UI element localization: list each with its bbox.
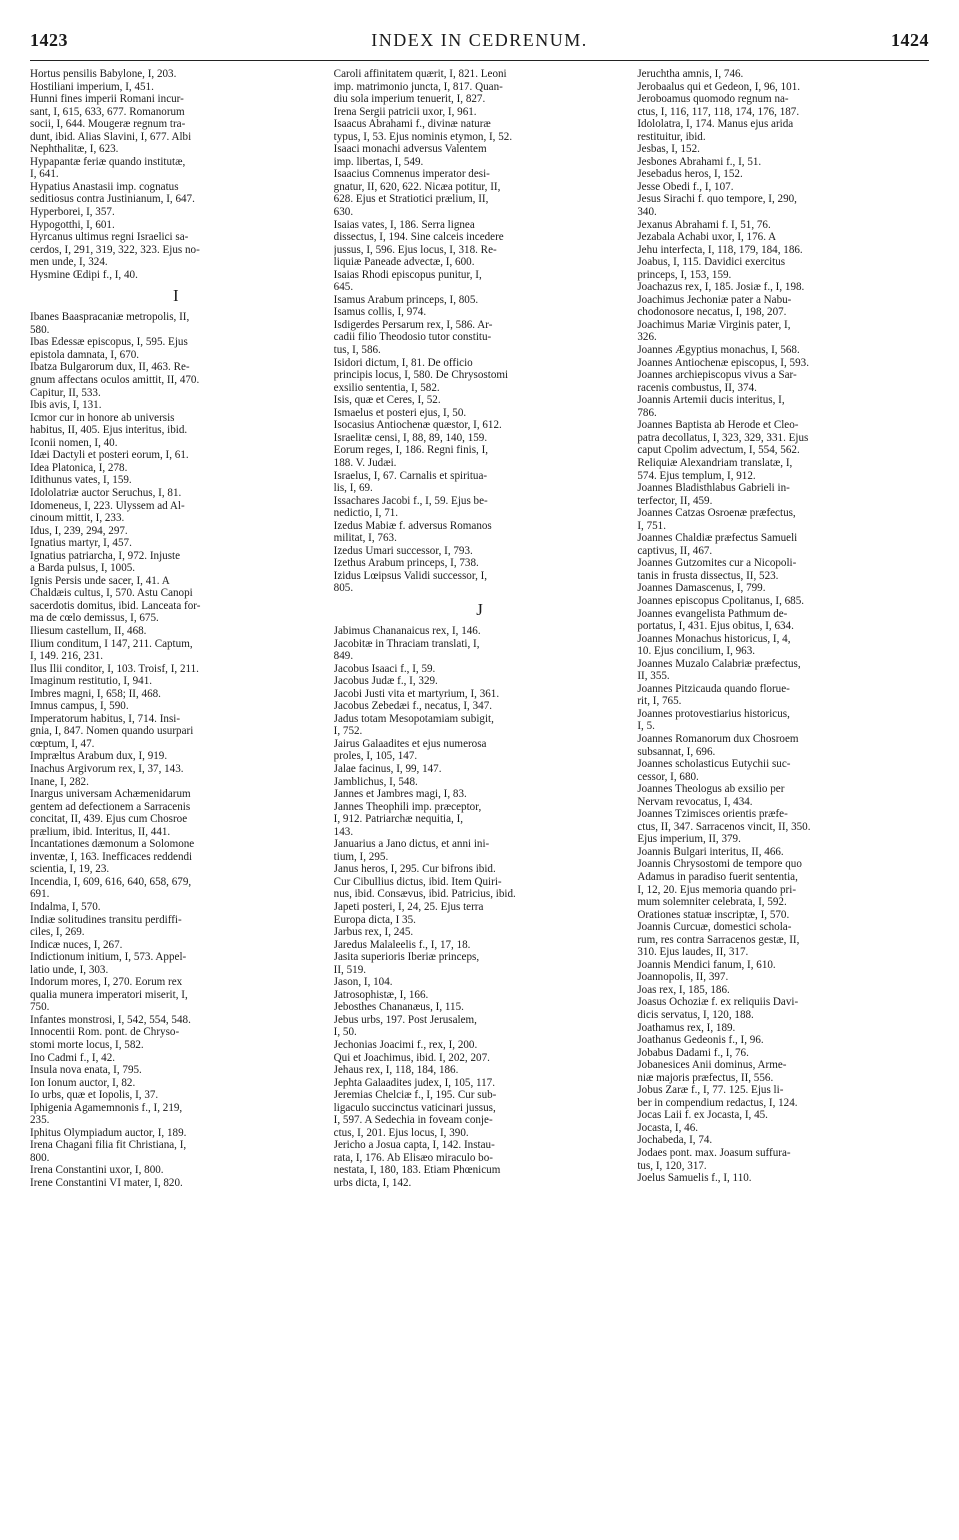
index-line: Ilium conditum, I 147, 211. Captum,	[30, 637, 193, 650]
index-line: Indorum mores, I, 270. Eorum rex	[30, 976, 183, 989]
index-line: 849.	[333, 650, 354, 663]
index-line: gentem ad defectionem a Sarracenis	[30, 800, 191, 813]
index-line: 574. Ejus templum, I, 912.	[637, 469, 756, 482]
index-line: Joannes Muzalo Calabriæ præfectus,	[637, 657, 801, 670]
index-line: Imaginum restitutio, I, 941.	[30, 675, 153, 688]
index-line: Izedus Mabiæ f. adversus Romanos	[333, 519, 492, 532]
index-line: Jephta Galaadites judex, I, 105, 117.	[333, 1076, 496, 1089]
index-line: Hypapantæ feriæ quando institutæ,	[30, 155, 186, 168]
index-line: Caroli affinitatem quærit, I, 821. Leoni	[333, 68, 507, 80]
index-line: cinoum mittit, I, 233.	[30, 512, 125, 525]
index-line: Nervam revocatus, I, 434.	[637, 795, 753, 808]
index-line: Cur Cibullius dictus, ibid. Item Quiri-	[333, 875, 502, 888]
index-line: Joannes Baptista ab Herode et Cleo-	[637, 419, 799, 432]
index-line: Joabus, I, 115. Davidici exercitus	[637, 256, 786, 269]
index-line: scientia, I, 19, 23.	[30, 863, 110, 876]
index-line: Joannes Pitzicauda quando floruе-	[637, 682, 790, 695]
page-number-right: 1424	[890, 30, 929, 50]
index-line: chodonosore necatus, I, 198, 207.	[637, 306, 787, 319]
index-line: Idea Platonica, I, 278.	[30, 461, 128, 474]
index-line: Jannes Theophili imp. præceptor,	[333, 800, 482, 813]
index-line: I, 5.	[637, 720, 655, 733]
index-line: Hyperborei, I, 357.	[30, 206, 115, 219]
index-line: latio unde, I, 303.	[30, 963, 109, 976]
index-line: principis locus, I, 580. De Chrysostomi	[333, 369, 509, 382]
index-line: Ibas Edessæ episcopus, I, 595. Ejus	[30, 336, 188, 349]
index-line: Joannes Damascenus, I, 799.	[637, 582, 766, 595]
index-column-2	[334, 68, 626, 1528]
index-line: socii, I, 644. Mougeræ regnum tra-	[30, 118, 186, 131]
index-line: Januarius a Jano dictus, et anni ini-	[333, 838, 490, 851]
index-line: Jochabeda, I, 74.	[637, 1134, 713, 1147]
index-line: Chaldæis cultus, I, 570. Astu Canopi	[30, 587, 193, 600]
index-line: Isaacus Abrahami f., divinæ naturæ	[333, 118, 491, 131]
index-line: Idæi Dactyli et posteri eorum, I, 61.	[30, 449, 189, 462]
index-line: qualia munera imperatori miserit, I,	[30, 988, 188, 1001]
index-line: inventæ, I, 163. Inefficaces reddendi	[30, 850, 193, 863]
index-line: Joannes Antiochenæ episcopus, I, 593.	[637, 356, 809, 369]
index-line: Japeti posteri, I, 24, 25. Ejus terra	[333, 901, 484, 913]
index-line: Ibatza Bulgarorum dux, II, 463. Re-	[30, 361, 190, 374]
index-line: Orationes statuæ inscriptæ, I, 570.	[637, 908, 790, 921]
index-line: I, 12, 20. Ejus memoria quando pri-	[637, 883, 797, 896]
index-line: Jabimus Chananaicus rex, I, 146.	[333, 624, 481, 637]
index-line: 340.	[637, 206, 657, 219]
index-line: dissectus, I, 194. Sine calceis incedere	[333, 231, 504, 244]
index-line: Joannopolis, II, 397.	[637, 971, 729, 984]
index-line: Ino Cadmi f., I, 42.	[30, 1051, 116, 1064]
index-line: sacerdotis domitus, ibid. Lanceata for-	[30, 599, 201, 612]
index-line: Jeremias Chelciæ f., I, 195. Cur sub-	[333, 1089, 497, 1102]
index-line: caput Cpolim advectum, I, 554, 562.	[637, 444, 800, 457]
index-line: Issachares Jacobi f., I, 59. Ejus be-	[333, 494, 488, 507]
index-line: Jasita superioris Iberiæ princeps,	[333, 951, 480, 964]
index-line: Ilus Ilii conditor, I, 103. Troisf, I, 211.	[30, 662, 199, 675]
index-line: Idololatriæ auctor Seruchus, I, 81.	[30, 486, 182, 499]
index-line: Jesse Obedi f., I, 107.	[637, 180, 734, 193]
index-line: Jamblichus, I, 548.	[333, 775, 418, 788]
index-line: Isdigerdes Persarum rex, I, 586. Ar-	[333, 318, 493, 331]
index-line: Ejus imperium, II, 379.	[637, 833, 741, 846]
index-line: rit, I, 765.	[637, 695, 682, 708]
index-line: Joachazus rex, I, 185. Josiæ f., I, 198.	[637, 281, 805, 294]
index-line: Jesbones Abrahami f., I, 51.	[637, 155, 762, 168]
index-line: I, 597. A Sedechia in foveam conje-	[333, 1114, 493, 1127]
index-line: epistola damnata, I, 670.	[30, 348, 140, 361]
index-line: Adamus in paradiso fuerit sententia,	[637, 871, 798, 883]
index-line: ctus, II, 347. Sarracenos vincit, II, 350.	[637, 820, 811, 833]
index-line: Inane, I, 282.	[30, 775, 89, 788]
index-line: concitat, II, 439. Ejus cum Chosroe	[30, 813, 188, 826]
index-line: Qui et Joachimus, ibid. I, 202, 207.	[333, 1051, 490, 1064]
index-line: Innocentii Rom. pont. de Chryso-	[30, 1026, 180, 1039]
index-line: Joas rex, I, 185, 186.	[637, 983, 730, 996]
index-line: 750.	[30, 1001, 50, 1014]
index-line: urbs dicta, I, 142.	[333, 1177, 412, 1190]
index-line: Joannis Artemii ducis interitus, I,	[637, 394, 785, 407]
index-line: Isis, quæ et Ceres, I, 52.	[333, 394, 441, 407]
index-line: Jesus Sirachi f. quo tempore, I, 290,	[637, 193, 797, 206]
index-line: Joachimus Jechoniæ pater a Nabu-	[637, 293, 792, 306]
index-line: Isamus Arabum princeps, I, 805.	[333, 293, 479, 306]
index-line: Jacobitæ in Thraciam translati, I,	[333, 637, 480, 650]
index-line: seditiosus contra Justinianum, I, 647.	[30, 193, 195, 206]
index-line: Hypatius Anastasii imp. cognatus	[30, 180, 179, 193]
index-line: Jesbas, I, 152.	[637, 143, 700, 156]
index-line: liquiæ Paneade advectæ, I, 600.	[333, 256, 475, 269]
index-line: Idus, I, 239, 294, 297.	[30, 524, 128, 537]
index-line: ligaculo succinctus vaticinari jussus,	[333, 1101, 496, 1114]
index-line: Jocas Laii f. ex Jocasta, I, 45.	[637, 1109, 768, 1122]
page-title: INDEX IN CEDRENUM.	[371, 30, 588, 50]
index-line: tanis in frusta dissectus, II, 523.	[637, 569, 779, 582]
index-line: Ibanes Baaspracaniæ metropolis, II,	[30, 311, 190, 324]
index-line: Janus heros, I, 295. Cur bifrons ibid.	[333, 863, 496, 876]
header-rule	[30, 60, 929, 61]
index-line: Hostiliani imperium, I, 451.	[30, 80, 154, 93]
index-line: nedictio, I, 71.	[333, 507, 399, 520]
index-line: rata, I, 176. Ab Elisæo miraculo bo-	[333, 1151, 493, 1164]
index-line: Isaaci monachi adversus Valentem	[333, 143, 487, 156]
index-line: Jexanus Abrahami f. I, 51, 76.	[637, 218, 771, 231]
index-line: proles, I, 105, 147.	[333, 750, 418, 763]
index-line: 580.	[30, 323, 50, 336]
index-line: Jocasta, I, 46.	[637, 1121, 699, 1134]
index-line: Ignatius patriarcha, I, 972. Injuste	[30, 549, 181, 562]
index-line: terfector, II, 459.	[637, 494, 713, 507]
index-line: Impræltus Arabum dux, I, 919.	[30, 750, 168, 763]
index-line: Imnus campus, I, 590.	[30, 700, 129, 713]
index-line: 326.	[637, 331, 657, 344]
index-line: 800.	[30, 1151, 50, 1164]
index-line: Joathamus rex, I, 189.	[637, 1021, 736, 1034]
index-line: 691.	[30, 888, 50, 901]
index-line: Imperatorum habitus, I, 714. Insi-	[30, 712, 181, 725]
index-line: Idololatra, I, 174. Manus ejus arida	[637, 118, 794, 131]
index-line: Jalae facinus, I, 99, 147.	[333, 762, 442, 775]
index-line: Jeruchtha amnis, I, 746.	[637, 68, 744, 80]
index-line: Ignatius martyr, I, 457.	[30, 537, 132, 550]
section-letter: J	[476, 599, 483, 619]
index-columns	[30, 68, 929, 1528]
index-line: I, 751.	[637, 519, 666, 532]
index-line: gnia, I, 847. Nomen quando usurpari	[30, 725, 194, 738]
index-line: Capitur, II, 533.	[30, 386, 101, 399]
index-line: Europa dicta, I 35.	[333, 913, 416, 926]
index-line: sant, I, 615, 633, 677. Romanorum	[30, 105, 185, 118]
index-line: mum solemniter celebrata, I, 592.	[637, 896, 787, 909]
index-line: imp. libertas, I, 549.	[333, 155, 424, 168]
index-line: cœptum, I, 47.	[30, 737, 95, 750]
index-line: tus, I, 120, 317.	[637, 1159, 707, 1172]
index-line: Joannes Gutzomites cur a Nicopoli-	[637, 557, 797, 570]
index-line: I, 50.	[333, 1026, 357, 1039]
index-line: tium, I, 295.	[333, 850, 389, 863]
index-line: Icmor cur in honore ab universis	[30, 411, 175, 424]
index-line: Jezabala Achabi uxor, I, 176. A	[637, 231, 777, 244]
index-line: Hyrcanus ultimus regni Israelici sa-	[30, 231, 189, 244]
index-line: Jadus totam Mesopotamiam subigit,	[333, 712, 494, 725]
index-line: lis, I, 69.	[333, 482, 373, 495]
index-line: Joasus Ochoziæ f. ex reliquiis Davi-	[637, 996, 799, 1009]
index-line: typus, I, 53. Ejus nominis etymon, I, 52.	[333, 130, 513, 143]
index-line: Imbres magni, I, 658; II, 468.	[30, 687, 161, 700]
index-line: Indicæ nuces, I, 267.	[30, 938, 123, 951]
index-line: Jacobi Justi vita et martyrium, I, 361.	[333, 687, 500, 700]
index-line: Joannis Chrysostomi de tempore quo	[637, 858, 802, 871]
index-line: diu sola imperium tenuerit, I, 827.	[333, 93, 486, 106]
index-line: Joannes Romanorum dux Chosroem	[637, 732, 799, 745]
page-number-left: 1423	[30, 30, 68, 50]
index-line: Irena Constantini uxor, I, 800.	[30, 1164, 164, 1177]
index-line: 805.	[333, 582, 354, 595]
index-line: jussus, I, 596. Ejus locus, I, 318. Re-	[333, 243, 497, 256]
index-line: I, 752.	[333, 725, 363, 738]
index-line: 10. Ejus concilium, I, 963.	[637, 645, 756, 658]
index-line: Idomeneus, I, 223. Ulyssem ad Al-	[30, 499, 185, 512]
index-line: portatus, I, 431. Ejus obitus, I, 634.	[637, 620, 794, 633]
index-line: Jodaes pont. max. Joasum suffura-	[637, 1147, 791, 1160]
index-line: Hunni fines imperii Romani incur-	[30, 93, 184, 106]
index-line: ber in compendium redactus, I, 124.	[637, 1096, 798, 1109]
index-line: Irena Chagani filia fit Christiana, I,	[30, 1139, 187, 1152]
page-header	[30, 30, 929, 60]
index-line: Jairus Galaadites et ejus numerosa	[333, 737, 487, 750]
index-line: dicis servatus, I, 120, 188.	[637, 1009, 754, 1022]
index-line: racenis combustus, II, 374.	[637, 381, 757, 394]
index-line: Joannis Mendici fanum, I, 610.	[637, 958, 776, 971]
index-line: Jehaus rex, I, 118, 184, 186.	[333, 1064, 459, 1077]
index-line: habitus, II, 405. Ejus interitus, ibid.	[30, 424, 188, 437]
index-line: Jehu interfecta, I, 118, 179, 184, 186.	[637, 243, 803, 256]
index-line: II, 519.	[333, 963, 367, 976]
index-line: Joannis Curcuæ, domestici schola-	[637, 921, 792, 934]
index-line: ctus, I, 116, 117, 118, 174, 176, 187.	[637, 105, 800, 118]
index-line: nestata, I, 180, 183. Etiam Phœnicum	[333, 1164, 501, 1177]
index-line: 628. Ejus et Stratiotici prælium, II,	[333, 193, 489, 206]
index-line: Incendia, I, 609, 616, 640, 658, 679,	[30, 875, 192, 888]
index-line: Joannes Monachus historicus, I, 4,	[637, 632, 791, 645]
index-line: Jebosthes Chananæus, I, 115.	[333, 1001, 464, 1014]
index-line: Joannes Chaldiæ præfectus Samueli	[637, 532, 798, 545]
index-line: Joannes scholasticus Eutychii suc-	[637, 758, 791, 771]
index-line: Izidus Lœipsus Validi successor, I,	[333, 569, 488, 582]
index-line: ciles, I, 269.	[30, 926, 85, 939]
index-line: Irena Sergii patricii uxor, I, 961.	[333, 105, 477, 118]
index-line: Israelitæ censi, I, 88, 89, 140, 159.	[333, 431, 488, 444]
section-letter: I	[173, 286, 179, 306]
index-line: ma de cœlo demissus, I, 675.	[30, 612, 159, 625]
index-line: Inachus Argivorum rex, I, 37, 143.	[30, 762, 184, 775]
index-line: Jason, I, 104.	[333, 976, 393, 989]
index-line: Jebus urbs, 197. Post Jerusalem,	[333, 1013, 477, 1026]
index-line: Joannes Bladisthlabus Gabrieli in-	[637, 482, 790, 495]
index-line: cerdos, I, 291, 319, 322, 323. Ejus no-	[30, 243, 200, 256]
index-line: Jacobus Judæ f., I, 329.	[333, 675, 438, 688]
index-line: Joelus Samuelis f., I, 110.	[637, 1172, 752, 1185]
index-line: Hysmine Œdipi f., I, 40.	[30, 268, 138, 281]
index-line: ctus, I, 201. Ejus locus, I, 390.	[333, 1126, 469, 1139]
index-line: Hypogotthi, I, 601.	[30, 218, 115, 231]
index-line: Joannes archiepiscopus vivus a Sar-	[637, 369, 797, 382]
index-line: Incantationes dæmonum a Solomone	[30, 838, 195, 851]
index-line: militat, I, 763.	[333, 532, 397, 545]
index-line: gnum affectans oculos amittit, II, 470.	[30, 374, 200, 387]
index-line: prælium, ibid. Interitus, II, 441.	[30, 825, 171, 838]
index-line: 786.	[637, 406, 657, 419]
index-line: Israelus, I, 67. Carnalis et spiritua-	[333, 469, 488, 482]
index-line: Iphitus Olympiadum auctor, I, 189.	[30, 1126, 187, 1139]
index-line: Jatrosophistæ, I, 166.	[333, 988, 429, 1001]
index-line: exsilio sententia, I, 582.	[333, 381, 440, 394]
index-line: 143.	[333, 825, 354, 838]
index-line: tus, I, 586.	[333, 344, 381, 357]
index-line: nus, ibid. Consævus, ibid. Patricius, ibid.	[333, 888, 516, 901]
index-line: 310. Ejus laudes, II, 317.	[637, 946, 749, 959]
index-line: Joannes episcopus Cpolitanus, I, 685.	[637, 594, 805, 607]
index-line: Irene Constantini VI mater, I, 820.	[30, 1177, 183, 1190]
index-line: rum, res contra Sarracenos gestæ, II,	[637, 933, 800, 946]
index-line: Jeroboamus quomodo regnum na-	[637, 93, 789, 106]
index-line: Joathanus Gedeonis f., I, 96.	[637, 1034, 764, 1047]
index-line: I, 149. 216, 231.	[30, 650, 104, 663]
index-line: Indiæ solitudines transitu perdiffi-	[30, 913, 182, 926]
index-line: Ismaelus et posteri ejus, I, 50.	[333, 406, 467, 419]
index-line: Jacobus Isaaci f., I, 59.	[333, 662, 436, 675]
index-line: subsannat, I, 696.	[637, 745, 716, 758]
index-line: Jesebadus heros, I, 152.	[637, 168, 743, 181]
index-line: Jericho a Josua capta, I, 142. Instau-	[333, 1139, 495, 1152]
index-line: Jobabus Dadami f., I, 76.	[637, 1046, 749, 1059]
index-line: Izedus Umari successor, I, 793.	[333, 544, 473, 557]
index-line: Isamus collis, I, 974.	[333, 306, 427, 319]
index-line: Iconii nomen, I, 40.	[30, 436, 118, 449]
index-line: 645.	[333, 281, 354, 294]
index-line: cadii filio Theodosio tutor constitu-	[333, 331, 492, 344]
index-line: niæ majoris præfectus, II, 556.	[637, 1071, 774, 1084]
index-line: Ibis avis, I, 131.	[30, 399, 102, 412]
index-line: Joannes protovestiarius historicus,	[637, 707, 790, 720]
index-line: Jacobus Zebedæi f., necatus, I, 347.	[333, 700, 493, 713]
index-line: Joannes Tzimisces orientis præfe-	[637, 808, 788, 821]
index-line: I, 641.	[30, 168, 59, 181]
index-column-1	[30, 68, 322, 1528]
index-line: I, 912. Patriarchæ nequitia, I,	[333, 813, 464, 826]
index-line: Jechonias Joacimi f., rex, I, 200.	[333, 1039, 478, 1052]
index-line: Ion Ionum auctor, I, 82.	[30, 1076, 136, 1089]
index-line: 188. V. Judæi.	[333, 456, 397, 469]
index-line: Ignis Persis unde sacer, I, 41. A	[30, 574, 170, 587]
index-line: Idithunus vates, I, 159.	[30, 474, 132, 487]
index-line: Inargus universam Achæmenidarum	[30, 788, 191, 801]
index-line: restituitur, ibid.	[637, 130, 706, 143]
index-line: Joannes Catzas Osroenæ præfectus,	[637, 507, 796, 520]
index-line: Jobanesices Anii dominus, Arme-	[637, 1059, 787, 1072]
index-line: Joannes evangelista Pathmum de-	[637, 607, 788, 620]
index-line: Insula nova enata, I, 795.	[30, 1064, 142, 1077]
index-line: Isaias vates, I, 186. Serra lignea	[333, 218, 475, 231]
index-line: 630.	[333, 206, 354, 219]
index-line: a Barda pulsus, I, 1005.	[30, 562, 136, 575]
index-line: Reliquiæ Alexandriam translatæ, I,	[637, 456, 793, 469]
index-line: dunt, ibid. Alias Slavini, I, 677. Albi	[30, 130, 192, 143]
index-line: stomi morte locus, I, 582.	[30, 1039, 144, 1052]
index-line: Jaredus Malaleelis f., I, 17, 18.	[333, 938, 471, 951]
index-line: Joannis Bulgari interitus, II, 466.	[637, 845, 784, 858]
index-line: II, 355.	[637, 670, 670, 683]
index-line: Jerobaalus qui et Gedeon, I, 96, 101.	[637, 80, 801, 93]
index-line: men unde, I, 324.	[30, 256, 108, 269]
index-line: Eorum reges, I, 186. Regni finis, I,	[333, 444, 489, 457]
index-line: Jobus Zaræ f., I, 77. 125. Ejus li-	[637, 1084, 784, 1097]
index-line: Isidori dictum, I, 81. De officio	[333, 356, 473, 369]
index-line: Infantes monstrosi, I, 542, 554, 548.	[30, 1013, 191, 1026]
index-column-3	[637, 68, 929, 1528]
index-line: Nephthalitæ, I, 623.	[30, 143, 119, 156]
index-line: Joannes Ægyptius monachus, I, 568.	[637, 344, 800, 357]
index-line: 235.	[30, 1114, 50, 1127]
index-line: Joannes Theologus ab exsilio per	[637, 783, 785, 796]
index-line: patra decollatus, I, 323, 329, 331. Ejus	[637, 431, 809, 444]
index-line: Io urbs, quæ et Iopolis, I, 37.	[30, 1089, 159, 1102]
index-line: Hortus pensilis Babylone, I, 203.	[30, 68, 177, 80]
index-line: Isaacius Comnenus imperator desi-	[333, 168, 490, 181]
index-line: gnatur, II, 620, 622. Nicæa potitur, II,	[333, 180, 501, 193]
index-line: Indalma, I, 570.	[30, 901, 101, 913]
index-line: Jannes et Jambres magi, I, 83.	[333, 788, 467, 801]
index-line: Joachimus Mariæ Virginis pater, I,	[637, 318, 791, 331]
index-line: Iliesum castellum, II, 468.	[30, 624, 147, 637]
index-line: Jarbus rex, I, 245.	[333, 926, 414, 939]
index-line: Indictionum initium, I, 573. Appel-	[30, 951, 187, 964]
index-line: Izethus Arabum princeps, I, 738.	[333, 557, 479, 570]
index-line: Isocasius Antiochenæ quæstor, I, 612.	[333, 419, 502, 432]
index-line: cessor, I, 680.	[637, 770, 699, 783]
index-line: princeps, I, 153, 159.	[637, 268, 732, 281]
index-line: Isaias Rhodi episcopus punitur, I,	[333, 268, 482, 281]
index-line: imp. matrimonio juncta, I, 817. Quan-	[333, 80, 503, 93]
index-line: Iphigenia Agamemnonis f., I, 219,	[30, 1101, 183, 1114]
index-line: captivus, II, 467.	[637, 544, 713, 557]
